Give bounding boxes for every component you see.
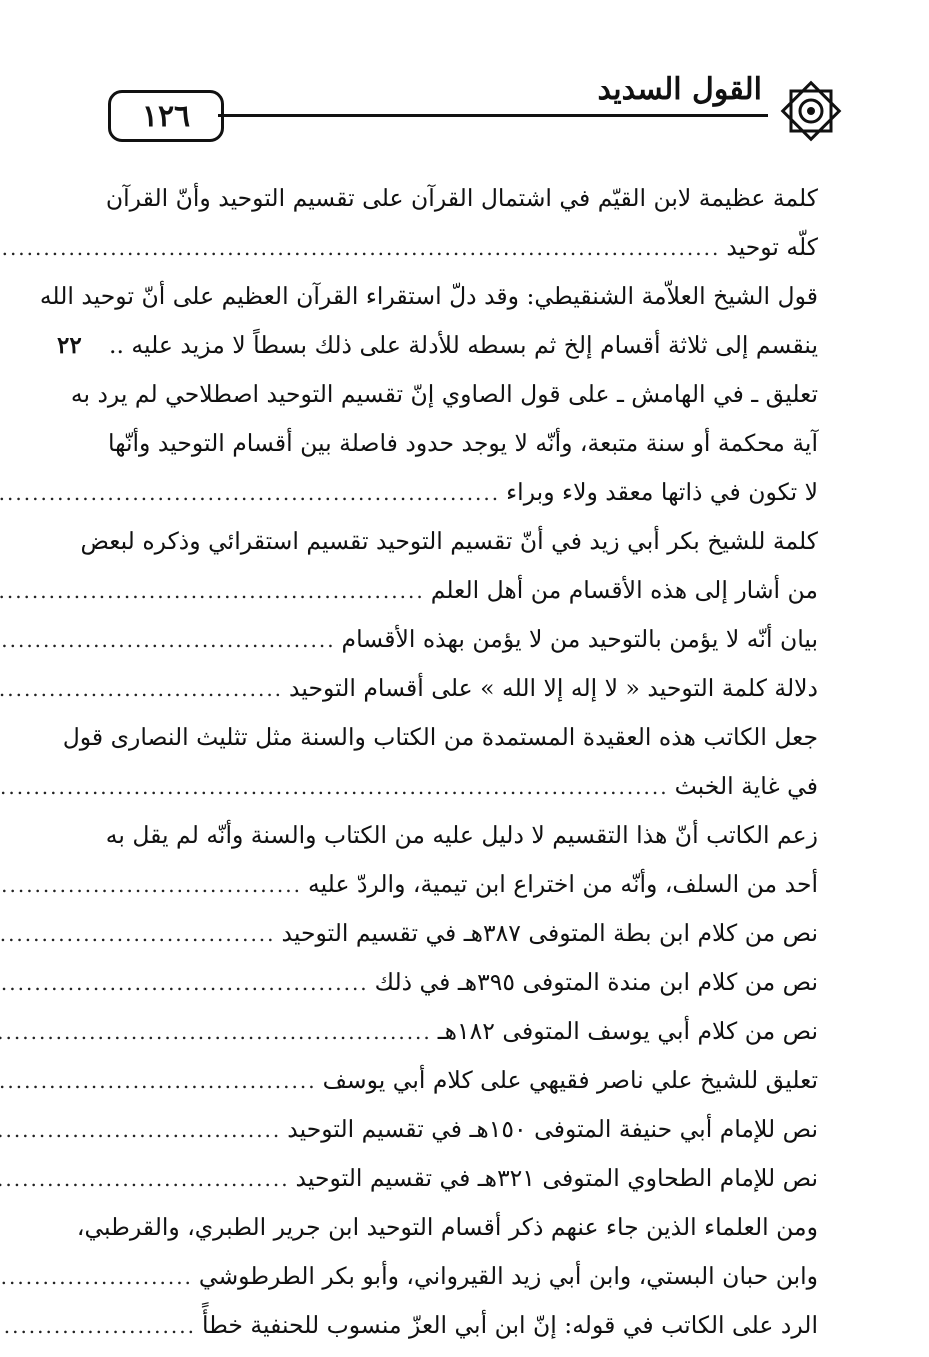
toc-entry — [105, 811, 818, 909]
toc-entry — [39, 272, 818, 370]
toc-entry-line — [62, 713, 818, 762]
toc-entry-text: كلّه توحيد — [726, 233, 818, 261]
page-number-frame — [108, 90, 224, 142]
toc-entry-text: من أشار إلى هذه الأقسام من أهل العلم — [430, 576, 818, 604]
toc-entry-last-line — [108, 468, 818, 517]
page-number: ١٢٦ — [141, 98, 191, 134]
toc-entry-text: وابن حبان البستي، وابن أبي زيد القيرواني، وأبو بكر الطرطوشي — [198, 1262, 818, 1290]
toc-entry-last-line — [108, 909, 818, 958]
toc-entry-last-line — [108, 223, 818, 272]
dot-leader — [0, 1106, 281, 1155]
toc-entry-text: نص للإمام الطحاوي المتوفى ٣٢١هـ في تقسيم التوحيد — [295, 1164, 818, 1192]
toc-entry-last-line — [108, 1056, 818, 1105]
dot-leader — [0, 1155, 290, 1204]
dot-leader — [0, 616, 336, 665]
dot-leader — [0, 910, 276, 959]
toc-entry-text: كلمة للشيخ بكر أبي زيد في أنّ تقسيم التوحيد تقسيم استقرائي وذكره لبعض — [80, 527, 818, 555]
dot-leader — [0, 1057, 317, 1106]
toc-entry-text: كلمة عظيمة لابن القيّم في اشتمال القرآن على تقسيم التوحيد وأنّ القرآن — [105, 184, 818, 212]
toc-entry-text: لا تكون في ذاتها معقد ولاء وبراء — [506, 478, 818, 506]
toc-entry-line — [39, 272, 818, 321]
table-of-contents — [39, 174, 818, 1350]
toc-entry — [108, 1007, 818, 1056]
book-title: القول السديد — [597, 72, 762, 107]
toc-page-number: ٢٢ — [57, 332, 82, 359]
toc-entry — [108, 615, 818, 664]
toc-entry-text: تعليق ـ في الهامش ـ على قول الصاوي إنّ تقسيم التوحيد اصطلاحي لم يرد به — [70, 380, 818, 408]
toc-entry-text: ومن العلماء الذين جاء عنهم ذكر أقسام التوحيد ابن جرير الطبري، والقرطبي، — [76, 1213, 818, 1241]
toc-entry-text: نص من كلام أبي يوسف المتوفى ١٨٢هـ — [437, 1017, 818, 1045]
dot-leader — [0, 469, 500, 518]
dot-leader — [0, 567, 425, 616]
toc-entry — [108, 1154, 818, 1203]
toc-entry-line — [80, 517, 818, 566]
dot-leader — [0, 224, 720, 273]
toc-entry-last-line — [108, 615, 818, 664]
dot-leader — [0, 959, 369, 1008]
toc-entry-line — [105, 174, 818, 223]
dot-leader — [0, 1253, 193, 1302]
toc-entry-line — [105, 811, 818, 860]
toc-entry — [108, 1056, 818, 1105]
toc-entry-last-line — [108, 860, 818, 909]
toc-entry-text: ينقسم إلى ثلاثة أقسام إلخ ثم بسطه للأدلة على ذلك بسطاً لا مزيد عليه .. — [109, 331, 818, 359]
toc-entry-text: نص للإمام أبي حنيفة المتوفى ١٥٠هـ في تقسيم التوحيد — [287, 1115, 818, 1143]
toc-entry-text: قول الشيخ العلاّمة الشنقيطي: وقد دلّ استقراء القرآن العظيم على أنّ توحيد الله — [39, 282, 818, 310]
toc-entry-text: نص من كلام ابن بطة المتوفى ٣٨٧هـ في تقسيم التوحيد — [281, 919, 818, 947]
toc-entry-text: دلالة كلمة التوحيد « لا إله إلا الله » على أقسام التوحيد — [289, 674, 818, 702]
toc-entry-last-line — [108, 762, 818, 811]
dot-leader — [0, 665, 283, 714]
toc-entry-last-line — [108, 664, 818, 713]
toc-entry-line — [108, 419, 818, 468]
toc-entry-text: جعل الكاتب هذه العقيدة المستمدة من الكتاب والسنة مثل تثليث النصارى قول — [62, 723, 818, 751]
dot-leader — [0, 1302, 196, 1351]
toc-entry — [105, 174, 818, 272]
toc-entry-last-line — [108, 1105, 818, 1154]
toc-entry — [76, 1203, 818, 1301]
toc-entry — [70, 370, 818, 517]
toc-entry-text: الرد على الكاتب في قوله: إنّ ابن أبي العزّ منسوب للحنفية خطأً — [201, 1311, 818, 1339]
toc-entry-last-line — [108, 1007, 818, 1056]
dot-leader — [0, 861, 302, 910]
toc-entry-text: أحد من السلف، وأنّه من اختراع ابن تيمية، والردّ عليه — [307, 870, 818, 898]
toc-entry-text: تعليق للشيخ علي ناصر فقيهي على كلام أبي يوسف — [322, 1066, 818, 1094]
dot-leader — [0, 1008, 432, 1057]
toc-entry — [80, 517, 818, 615]
toc-entry-last-line — [108, 1154, 818, 1203]
toc-entry-text: بيان أنّه لا يؤمن بالتوحيد من لا يؤمن بهذه الأقسام — [341, 625, 818, 653]
header-rule — [218, 114, 768, 117]
toc-entry — [108, 1301, 818, 1350]
toc-entry — [108, 909, 818, 958]
toc-entry-last-line — [57, 321, 818, 370]
toc-entry-text: زعم الكاتب أنّ هذا التقسيم لا دليل عليه من الكتاب والسنة وأنّه لم يقل به — [105, 821, 818, 849]
ornament-star-icon — [778, 78, 844, 144]
toc-entry — [62, 713, 818, 811]
toc-entry-line — [70, 370, 818, 419]
toc-entry-text: في غاية الخبث — [674, 772, 818, 800]
page-header — [86, 62, 844, 144]
toc-entry-text: آية محكمة أو سنة متبعة، وأنّه لا يوجد حدود فاصلة بين أقسام التوحيد وأنّها — [108, 429, 818, 457]
toc-entry-last-line — [108, 1252, 818, 1301]
toc-entry-text: نص من كلام ابن مندة المتوفى ٣٩٥هـ في ذلك — [374, 968, 818, 996]
toc-entry-last-line — [108, 958, 818, 1007]
toc-entry — [108, 958, 818, 1007]
toc-entry — [108, 1105, 818, 1154]
toc-entry-last-line — [108, 566, 818, 615]
dot-leader — [0, 763, 669, 812]
toc-entry — [108, 664, 818, 713]
toc-entry-line — [76, 1203, 818, 1252]
toc-entry-last-line — [108, 1301, 818, 1350]
